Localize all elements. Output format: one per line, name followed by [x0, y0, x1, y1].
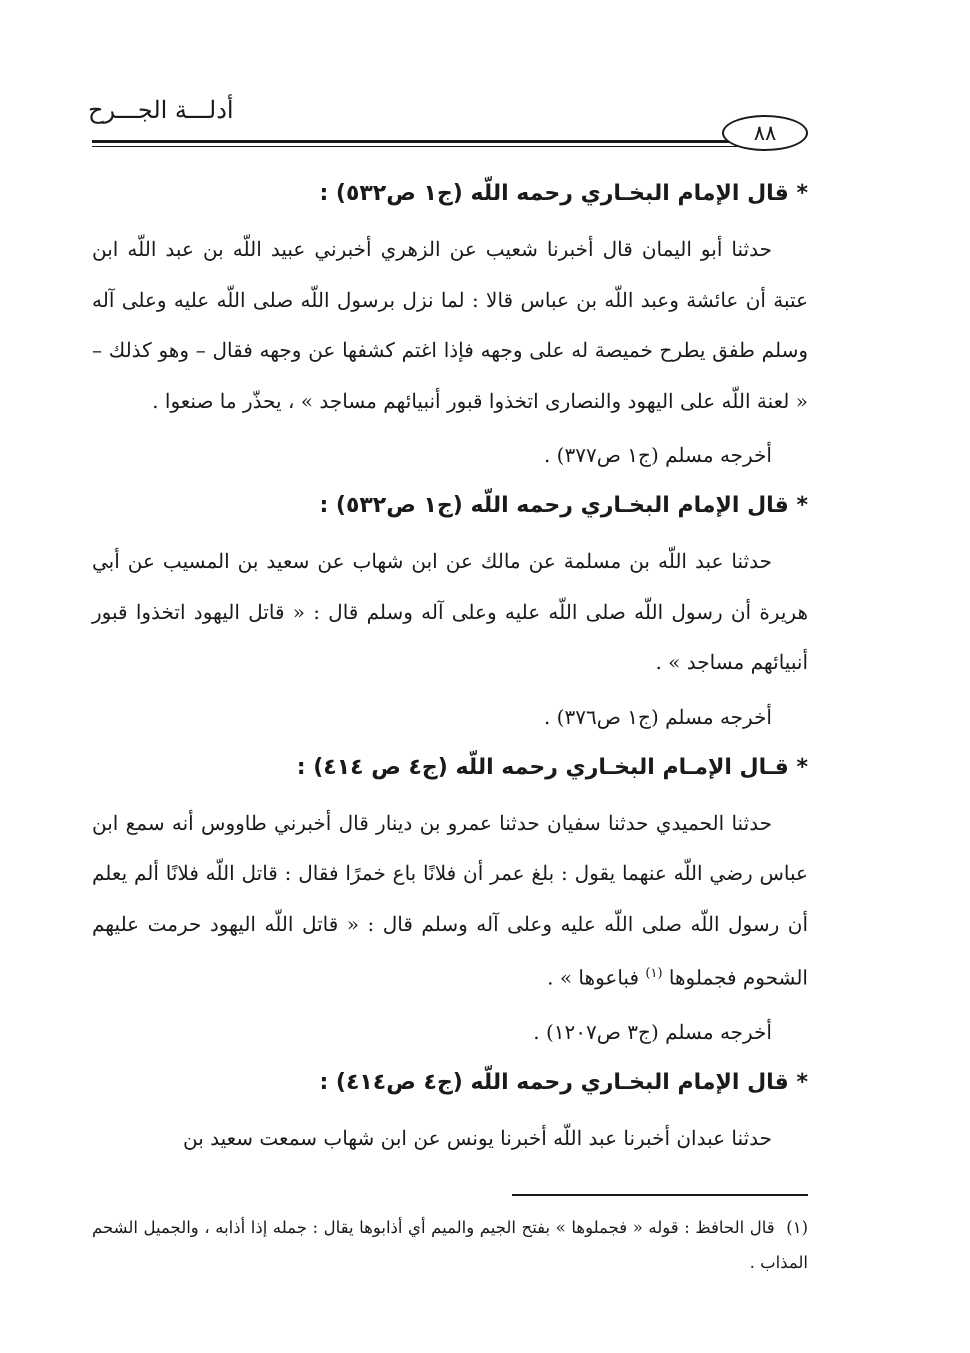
- running-title: أدلـــة الجـــرح: [88, 96, 234, 124]
- footnote-marker: (١): [786, 1218, 808, 1237]
- hadith-source: أخرجه مسلم (ج١ ص٣٧٧) .: [543, 443, 772, 467]
- hadith-text: حدثنا عبد اللّه بن مسلمة عن مالك عن ابن شهاب عن سعيد بن المسيب عن أبي هريرة أن رسول اللّه صلى اللّه عليه وعلى آله وسلم قال : « قاتل اليهود اتخذوا قبور أنبيائهم مساجد » .: [92, 549, 808, 674]
- footnote-text: قال الحافظ : قوله « فجملوها » بفتح الجيم والميم أي أذابوها يقال : جمله إذا أذابه ، والجميل الشحم المذاب .: [92, 1218, 808, 1272]
- hadith-text: حدثنا عبدان أخبرنا عبد اللّه أخبرنا يونس عن ابن شهاب سمعت سعيد بن: [182, 1126, 772, 1151]
- hadith-text: حدثنا أبو اليمان قال أخبرنا شعيب عن الزهري أخبرني عبيد اللّه بن عبد اللّه ابن عتبة أن عائشة وعبد اللّه بن عباس قالا : لما نزل برسول اللّه صلى اللّه عليه وعلى آله وسلم طفق يطرح خميصة له على وجهه فإذا اغتم كشفها عن وجهه فقال – وهو كذلك – « لعنة اللّه على اليهود والنصارى اتخذوا قبور أنبيائهم مساجد » ، يحذّر ما صنعوا .: [92, 237, 808, 413]
- page-number: ٨٨: [753, 121, 777, 145]
- hadith-heading: * قـال الإمـام البخـاري رحمه اللّه (ج٤ ص ٤١٤) :: [296, 754, 808, 780]
- page-number-badge: [722, 115, 808, 151]
- hadith-text: [92, 798, 808, 1004]
- hadith-heading: * قال الإمام البخـاري رحمه اللّه (ج١ ص٥٣٢) :: [319, 181, 808, 206]
- hadith-heading: * قال الإمام البخـاري رحمه اللّه (ج٤ ص٤١٤) :: [319, 1070, 808, 1096]
- header-rule-thin: [92, 146, 752, 147]
- footnote: [92, 1210, 808, 1280]
- footnote-divider: [512, 1194, 808, 1196]
- footnote-reference[interactable]: (١): [645, 966, 663, 981]
- hadith-source: أخرجه مسلم (ج٣ ص١٢٠٧) .: [533, 1020, 772, 1045]
- main-text: [92, 170, 808, 1170]
- header-rule-thick: [92, 140, 752, 143]
- hadith-text-part: حدثنا الحميدي حدثنا سفيان حدثنا عمرو بن دينار قال أخبرني طاووس أنه سمع ابن عباس رضي اللّه عنهما يقول : بلغ عمر أن فلانًا باع خمرًا فقال : قاتل اللّه فلانًا ألم يعلم أن رسول اللّه صلى اللّه عليه وعلى آله وسلم قال : « قاتل اللّه اليهود حرمت عليهم الشحوم فجملوها: [92, 810, 808, 990]
- hadith-source: أخرجه مسلم (ج١ ص٣٧٦) .: [543, 704, 772, 729]
- hadith-text-part: فباعوها » .: [547, 965, 640, 990]
- hadith-heading: * قال الإمام البخـاري رحمه اللّه (ج١ ص٥٣٢) :: [319, 493, 808, 518]
